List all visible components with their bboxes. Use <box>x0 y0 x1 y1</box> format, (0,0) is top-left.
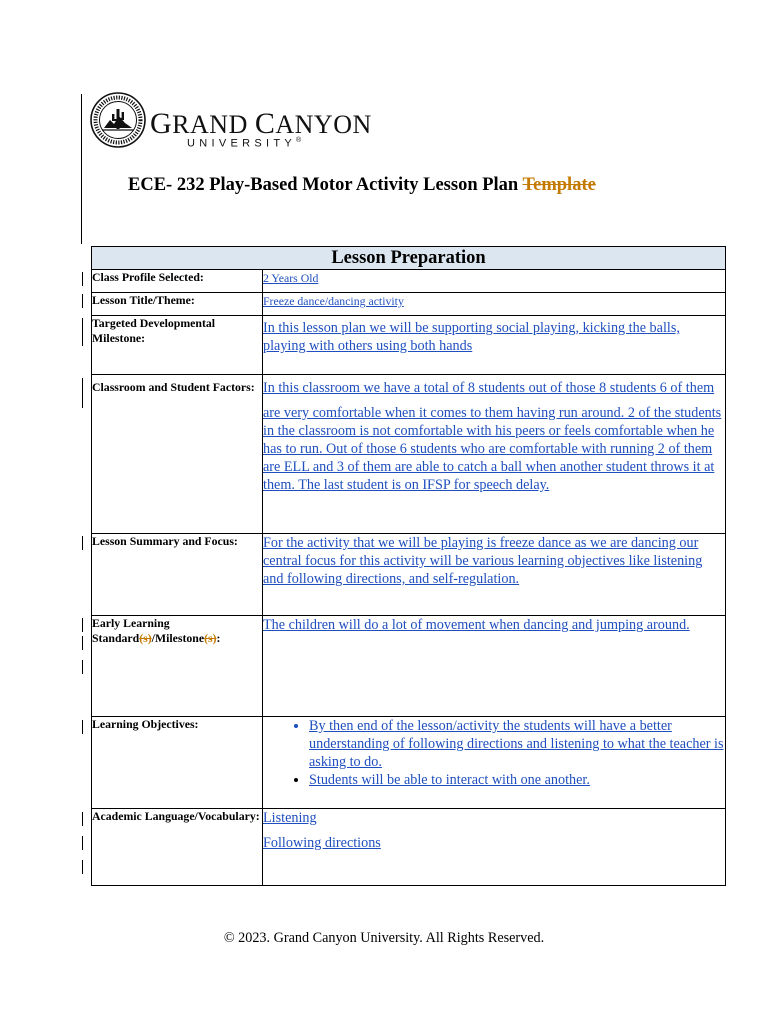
row-value <box>263 616 726 717</box>
row-label: Class Profile Selected: <box>92 270 263 293</box>
change-bar <box>82 720 83 734</box>
row-value <box>263 270 726 293</box>
class-profile-value: 2 Years Old <box>263 271 319 285</box>
learning-standard-value: The children will do a lot of movement when dancing and jumping around. <box>263 617 690 633</box>
change-bar <box>82 860 83 874</box>
table-row <box>92 534 726 616</box>
change-bar <box>81 94 82 244</box>
lesson-preparation-table <box>91 246 726 886</box>
university-logo <box>90 92 372 154</box>
change-bar <box>82 812 83 826</box>
row-label: Targeted Developmental Milestone: <box>92 316 263 375</box>
row-value <box>263 293 726 316</box>
copyright-footer: © 2023. Grand Canyon University. All Rights Reserved. <box>223 930 545 946</box>
row-label: Lesson Summary and Focus: <box>92 534 263 616</box>
change-bar <box>82 294 83 308</box>
row-value <box>263 809 726 886</box>
table-heading: Lesson Preparation <box>92 247 726 270</box>
list-item: • Students will be able to interact with one another. <box>309 771 725 789</box>
document-title <box>128 175 596 196</box>
change-bar <box>82 378 83 408</box>
table-row <box>92 270 726 293</box>
table-row <box>92 809 726 886</box>
change-bar <box>82 272 83 286</box>
change-bar <box>82 636 83 650</box>
row-label: Early Learning Standard(s)/Milestone(s): <box>92 616 263 717</box>
table-row <box>92 616 726 717</box>
vocabulary-item: Listening <box>263 810 317 826</box>
change-bar <box>82 536 83 550</box>
title-text: ECE- 232 Play-Based Motor Activity Lesson Plan <box>128 175 523 195</box>
lesson-title-value: Freeze dance/dancing activity <box>263 294 404 308</box>
classroom-factors-p2: are very comfortable when it comes to them having run around. 2 of the students in the classroom is not comfortable with his peers or feels comfortable when he has to run. Out of those 6 students who are comfortable with running 2 of them are ELL and 3 of them are able to catch a ball when another student throws it at them. The last student is on IFSP for speech delay. <box>263 405 722 493</box>
logo-subtitle: UNIVERSITY® <box>187 137 302 150</box>
change-bar <box>82 318 83 346</box>
table-row <box>92 375 726 534</box>
row-label: Classroom and Student Factors: <box>92 375 263 534</box>
change-bar <box>82 660 83 674</box>
university-seal-icon <box>90 92 146 148</box>
row-label: Lesson Title/Theme: <box>92 293 263 316</box>
row-value <box>263 375 726 534</box>
row-value <box>263 534 726 616</box>
row-label: Academic Language/Vocabulary: <box>92 809 263 886</box>
table-row <box>92 293 726 316</box>
classroom-factors-p1: In this classroom we have a total of 8 students out of those 8 students 6 of them <box>263 380 715 396</box>
deleted-word: Template <box>522 175 596 195</box>
vocabulary-item: Following directions <box>263 835 381 851</box>
logo-wordmark: GRAND CANYON <box>150 107 372 140</box>
row-label: Learning Objectives: <box>92 717 263 809</box>
milestone-value: In this lesson plan we will be supporting social playing, kicking the balls, playing with others using both hands <box>263 320 680 354</box>
objectives-list <box>263 717 725 789</box>
change-bar <box>82 618 83 632</box>
table-row <box>92 316 726 375</box>
lesson-summary-value: For the activity that we will be playing is freeze dance as we are dancing our central focus for this activity will be various learning objectives like listening and following directions, and self-regulation. <box>263 535 703 587</box>
row-value <box>263 717 726 809</box>
row-value <box>263 316 726 375</box>
table-row <box>92 717 726 809</box>
change-bar <box>82 836 83 850</box>
list-item: • By then end of the lesson/activity the students will have a better understanding of following directions and listening to what the teacher is asking to do. <box>309 717 725 771</box>
